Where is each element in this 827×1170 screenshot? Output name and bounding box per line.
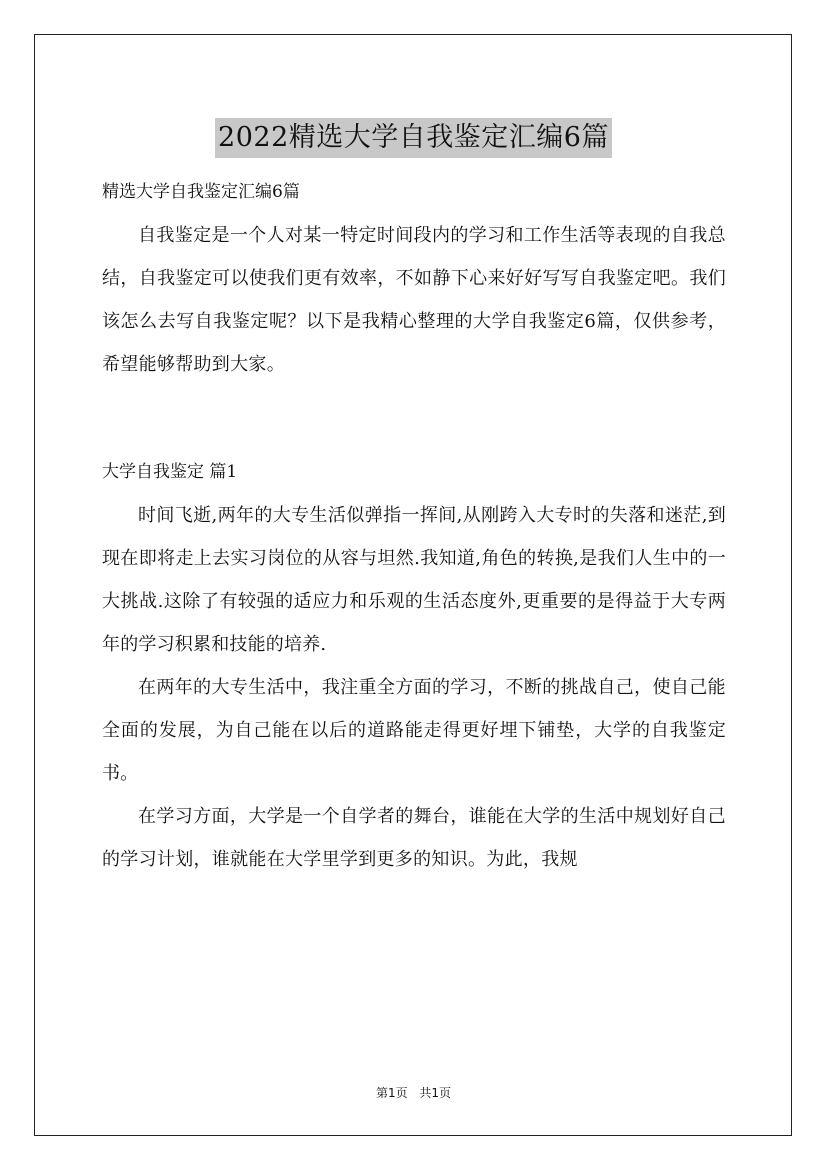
page-number-current: 第1页 — [375, 1086, 408, 1100]
title-container — [0, 100, 827, 176]
section-spacer — [102, 386, 726, 450]
intro-paragraph: 自我鉴定是一个人对某一特定时间段内的学习和工作生活等表现的自我总结，自我鉴定可以使我们更有效率，不如静下心来好好写写自我鉴定吧。我们该怎么去写自我鉴定呢？以下是我精心整理的大学自我鉴定6篇，仅供参考，希望能够帮助到大家。 — [102, 225, 726, 375]
body-paragraph: 在学习方面，大学是一个自学者的舞台，谁能在大学的生活中规划好自己的学习计划，谁就能在大学里学到更多的知识。为此，我规 — [102, 806, 726, 870]
section-heading: 大学自我鉴定 篇1 — [102, 462, 238, 482]
body-paragraph: 在两年的大专生活中，我注重全方面的学习，不断的挑战自己，使自己能全面的发展，为自己能在以后的道路能走得更好埋下铺垫，大学的自我鉴定书。 — [102, 677, 726, 784]
page-footer — [0, 1084, 827, 1101]
document-body — [102, 170, 726, 881]
document-title: 2022精选大学自我鉴定汇编6篇 — [215, 118, 612, 158]
body-paragraph: 时间飞逝,两年的大专生活似弹指一挥间,从刚跨入大专时的失落和迷茫,到现在即将走上去实习岗位的从容与坦然.我知道,角色的转换,是我们人生中的一大挑战.这除了有较强的适应力和乐观的生活态度外,更重要的是得益于大专两年的学习积累和技能的培养. — [102, 505, 726, 655]
document-subtitle: 精选大学自我鉴定汇编6篇 — [102, 182, 300, 202]
page-number-total: 共1页 — [419, 1086, 452, 1100]
